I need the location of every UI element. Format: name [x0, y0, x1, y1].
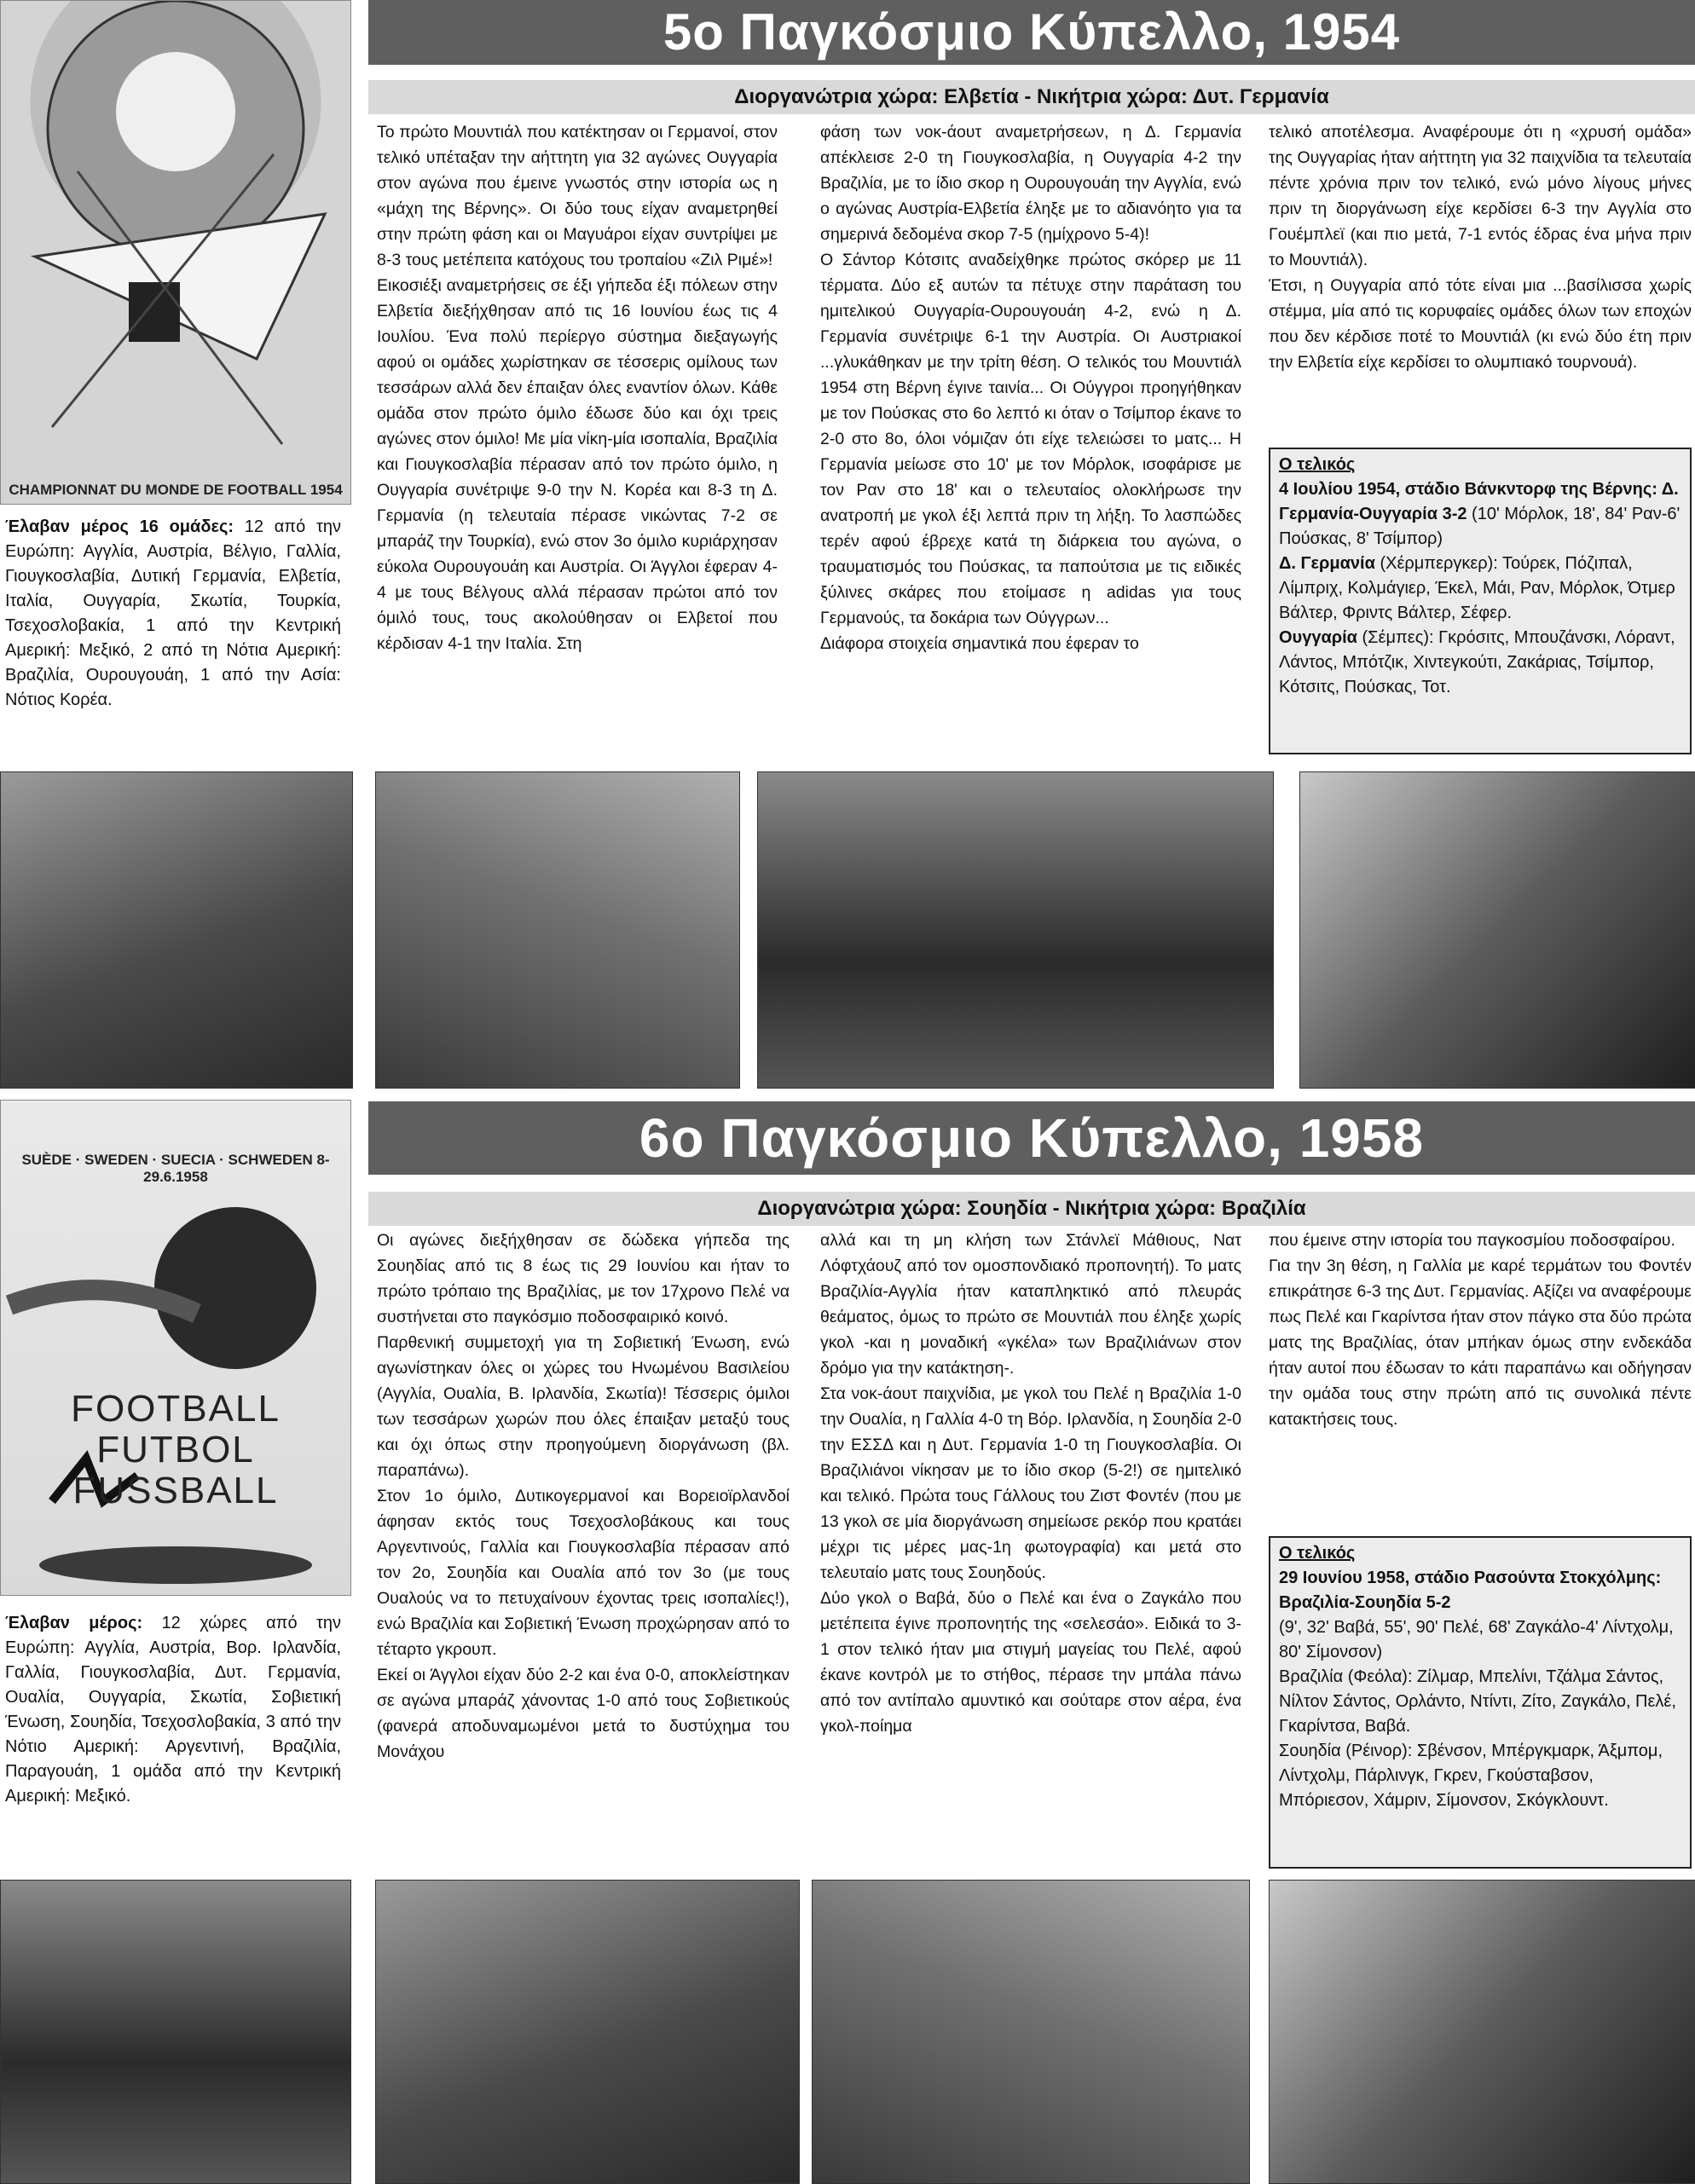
- poster-1958: [0, 1100, 351, 1596]
- page-title-1958: 6ο Παγκόσμιο Κύπελλο, 1958: [368, 1101, 1695, 1175]
- photo-1954-4: [1299, 771, 1695, 1089]
- participants-text: 12 από την Ευρώπη: Αγγλία, Αυστρία, Βέλγιο, Γαλλία, Γιουγκοσλαβία, Δυτική Γερμανία, Ελβετία, Ιταλία, Ουγγαρία, Σκωτία, Τουρκία, Τσεχοσλοβακία, 1 από την Κεντρική Αμερική: Μεξικό, 2 από τη Νότια Αμερική: Βραζιλία, Ουρουγουάη, 1 από την Ασία: Νότιος Κορέα.: [5, 517, 341, 709]
- article-1958-col2: αλλά και τη μη κλήση των Στάνλεϊ Μάθιους, Νατ Λόφτχάουζ από τον ομοσπονδιακό προπονητή). Το ματς Βραζιλία-Αγγλία ήταν καταπληκτικό από πλευράς θεάματος, όμως το πρώτο σε Μουντιάλ που έληξε χωρίς γκολ -και η μοναδική «γκέλα» των Βραζιλιάνων στον δρόμο για την κατάκτηση-. Στα νοκ-άουτ παιχνίδια, με γκολ του Πελέ η Βραζιλία 1-0 την Ουαλία, η Γαλλία 4-0 τη Βόρ. Ιρλανδία, η Σουηδία 2-0 την ΕΣΣΔ και η Δυτ. Γερμανία 1-0 τη Γιουγκοσλαβία. Οι Βραζιλιάνοι νίκησαν με το ίδιο σκορ (5-2!) σε ημιτελικό και τελικό. Πρώτα τους Γάλλους του Ζιστ Φοντέν (που με 13 γκολ σε μία διοργάνωση σημείωσε ρεκόρ που κρατάει μέχρι τις μέρες μας-1η φωτογραφία) και μετά στο τελευταίο ματς τους Σουηδούς. Δύο γκολ ο Βαβά, δύο ο Πελέ και ένα ο Ζαγκάλο που μετέπειτα έγινε προπονητής της «σελεσάο». Ειδικά το 3-1 στον τελικό ήταν μια στιγμή μαγείας του Πελέ, αφού έκανε κοντρόλ με το στήθος, πέρασε την μπάλα πάνω από τον αντίπαλο αμυντικό και σούταρε στον αέρα, ένα γκολ-ποίημα: [820, 1231, 1241, 1736]
- article-1958-col1: Οι αγώνες διεξήχθησαν σε δώδεκα γήπεδα της Σουηδίας από τις 8 έως τις 29 Ιουνίου και ήταν το πρώτο τρόπαιο της Βραζιλίας, με τον 17χρονο Πελέ να συστήνεται στο παγκόσμιο ποδοσφαιρικό κοινό. Παρθενική συμμετοχή για τη Σοβιετική Ένωση, ενώ αγωνίστηκαν όλες οι χώρες του Ηνωμένου Βασιλείου (Αγγλία, Ουαλία, Β. Ιρλανδία, Σκωτία)! Τέσσερις όμιλοι των τεσσάρων χωρών που όλες έπαιξαν μεταξύ τους και όχι όπως στην προηγούμενη διοργάνωση (βλ. παραπάνω). Στον 1ο όμιλο, Δυτικογερμανοί και Βορειοϊρλανδοί άφησαν εκτός τους Τσεχοσλοβάκους και τους Αργεντινούς, Γαλλία και Γιουγκοσλαβία πέρασαν από τον 2ο, Σουηδία και Ουαλία από τον 3ο (με τους Ουαλούς να το πετυχαίνουν έχοντας τρεις ισοπαλίες!), ενώ Βραζιλία και Σοβιετική Ένωση προχώρησαν από το τέταρτο γκρουπ. Εκεί οι Άγγλοι είχαν δύο 2-2 και ένα 0-0, αποκλείστηκαν σε αγώνα μπαράζ χάνοντας 1-0 από τους Σοβιετικούς (φανερά αποδυναμωμένοι μετά το δυστύχημα του Μονάχου: [377, 1231, 790, 1761]
- poster-word-football: FOOTBALL: [71, 1388, 281, 1430]
- poster-caption: CHAMPIONNAT DU MONDE DE FOOTBALL 1954: [9, 482, 343, 498]
- final-team1-name: Δ. Γερμανία: [1279, 554, 1375, 573]
- final-team1: Βραζιλία (Φεόλα): Ζίλμαρ, Μπελίνι, Τζάλμα Σάντος, Νίλτον Σάντος, Ορλάντο, Ντίντι, Ζίτο, Ζαγκάλο, Πελέ, Γκαρίντσα, Βαβά.: [1279, 1667, 1676, 1736]
- photo-1954-3: [757, 771, 1274, 1089]
- participants-lead: Έλαβαν μέρος 16 ομάδες:: [5, 517, 234, 536]
- final-team2-players: (Σέμπες): Γκρόσιτς, Μπουζάνσκι, Λόραντ, Λάντος, Μπότζικ, Χιντεγκούτι, Ζακάριας, Τσίμπορ, Κότσιτς, Πούσκας, Τοτ.: [1279, 628, 1675, 696]
- final-box-1958: [1269, 1536, 1692, 1869]
- photo-1954-2: [375, 771, 740, 1089]
- subtitle-1958: Διοργανώτρια χώρα: Σουηδία - Νικήτρια χώρα: Βραζιλία: [368, 1190, 1695, 1226]
- photo-1958-4: [1269, 1880, 1695, 2184]
- participants-1954: [5, 515, 341, 762]
- final-box-title: Ο τελικός: [1279, 455, 1356, 474]
- subtitle-1954: Διοργανώτρια χώρα: Ελβετία - Νικήτρια χώρα: Δυτ. Γερμανία: [368, 78, 1695, 114]
- poster-top-text: SUÈDE · SWEDEN · SUECIA · SCHWEDEN 8-29.6.1958: [21, 1152, 330, 1185]
- photo-1958-2: [375, 1880, 800, 2184]
- participants-lead: Έλαβαν μέρος:: [5, 1614, 143, 1632]
- final-team1-players: (Χέρμπεργκερ): Τούρεκ, Πόζιπαλ, Λίμπριχ, Κολμάγιερ, Έκελ, Μάι, Ραν, Μόρλοκ, Ότμερ Βάλτερ, Φριντς Βάλτερ, Σέφερ.: [1279, 554, 1675, 622]
- photo-1954-1: [0, 771, 353, 1089]
- final-match: 29 Ιουνίου 1958, στάδιο Ρασούντα Στοκχόλμης: Βραζιλία-Σουηδία 5-2: [1279, 1569, 1662, 1612]
- final-match: 4 Ιουλίου 1954, στάδιο Βάνκντορφ της Βέρνης: Δ. Γερμανία-Ουγγαρία 3-2: [1279, 480, 1679, 523]
- final-team2-name: Ουγγαρία: [1279, 628, 1357, 647]
- article-1958-col3: που έμεινε στην ιστορία του παγκοσμίου ποδοσφαίρου. Για την 3η θέση, η Γαλλία με καρέ τερμάτων του Φοντέν επικράτησε 6-3 της Δυτ. Γερμανίας. Αξίζει να αναφέρουμε πως Πελέ και Γκαρίντσα ήταν στον πάγκο στα δύο πρώτα ματς της Βραζιλίας, όταν μπήκαν όμως στην ενδεκάδα ήταν αυτοί που έδωσαν το κάτι παραπάνω και οδήγησαν την ομάδα τους στην πρώτη από τις συνολικά πέντε κατακτήσεις τους.: [1269, 1231, 1692, 1429]
- article-1954-col1: Το πρώτο Μουντιάλ που κατέκτησαν οι Γερμανοί, στον τελικό υπέταξαν την αήττητη για 32 αγώνες Ουγγαρία στον αγώνα που έμεινε γνωστός στην ιστορία ως η «μάχη της Βέρνης». Οι δύο τους είχαν αναμετρηθεί στην πρώτη φάση και οι Μαγυάροι είχαν συντρίψει με 8-3 τους μετέπειτα κατόχους του τροπαίου «Ζιλ Ριμέ»! Εικοσιέξι αναμετρήσεις σε έξι γήπεδα έξι πόλεων στην Ελβετία διεξήχθησαν από τις 16 Ιουνίου έως τις 4 Ιουλίου. Ένα πολύ περίεργο σύστημα διεξαγωγής αφού οι ομάδες χωρίστηκαν σε τέσσερις ομίλους των τεσσάρων αλλά δεν έπαιξαν όλες εναντίον όλων. Κάθε ομάδα στον πρώτο όμιλο έδωσε δύο και όχι τρεις αγώνες στον όμιλο! Με μία νίκη-μία ισοπαλία, Βραζιλία και Γιουγκοσλαβία πέρασαν από τον πρώτο όμιλο, η Ουγγαρία συνέτριψε 9-0 την Ν. Κορέα και 8-3 τη Δ. Γερμανία (η τελευταία πέρασε νικώντας 7-2 σε μπαράζ την Τουρκία), ενώ στον 3ο όμιλο κυριάρχησαν εύκολα Ουρουγουάη και Αυστρία. Οι Άγγλοι έφεραν 4-4 με τους Βέλγους αλλά πέρασαν πρώτοι από τον όμιλό τους, τους ακολούθησαν οι Ελβετοί που κέρδισαν 4-1 την Ιταλία. Στη: [377, 123, 778, 653]
- final-box-1954: [1269, 448, 1692, 754]
- final-scorers: (10' Μόρλοκ, 18', 84' Ραν-6' Πούσκας, 8' Τσίμπορ): [1279, 505, 1681, 548]
- poster-globe-icon: [1, 1101, 350, 1595]
- poster-ball-icon: [1, 1, 350, 504]
- article-1954-col2: φάση των νοκ-άουτ αναμετρήσεων, η Δ. Γερμανία απέκλεισε 2-0 τη Γιουγκοσλαβία, η Ουγγαρία 4-2 την Βραζιλία, με το ίδιο σκορ η Ουρουγουάη την Αγγλία, ενώ ο αγώνας Αυστρία-Ελβετία έληξε με το αδιανόητο για τα σημερινά δεδομένα σκορ 7-5 (ημίχρονο 5-4)! Ο Σάντορ Κότσιτς αναδείχθηκε πρώτος σκόρερ με 11 τέρματα. Δύο εξ αυτών τα πέτυχε στην παράταση του ημιτελικού Ουγγαρία-Ουρουγουάη 4-2, ενώ η Δ. Γερμανία συνέτριψε 6-1 την Αυστρία. Οι Αυστριακοί ...γλυκάθηκαν με την τρίτη θέση. Ο τελικός του Μουντιάλ 1954 στη Βέρνη έγινε ταινία... Οι Ούγγροι προηγήθηκαν με τον Πούσκας στο 6ο λεπτό κι όταν ο Τσίμπορ έκανε το 2-0 στο 8ο, όλοι νόμιζαν ότι είχε τελειώσει το ματς... Η Γερμανία μείωσε στο 10' με τον Μόρλοκ, ισοφάρισε με τον Ραν στο 18' και ο τελευταίος ολοκλήρωσε την ανατροπή με γκολ έξι λεπτά πριν τη λήξη. Το λασπώδες τερέν αφού έβρεχε κατά τη διάρκεια του αγώνα, ο τραυματισμός του Πούσκας, τα παπούτσια με τις ειδικές ξύλινες σκάρες που ετοίμασε η adidas για τους Γερμανούς, τα δοκάρια των Ούγγρων... Διάφορα στοιχεία σημαντικά που έφεραν το: [820, 123, 1241, 653]
- poster-word-futbol: FUTBOL: [96, 1429, 255, 1470]
- final-team2: Σουηδία (Ρέινορ): Σβένσον, Μπέργκμαρκ, Άξμπομ, Λίντχολμ, Πάρλινγκ, Γκρεν, Γκούσταβσον, Μπόριεσον, Χάμριν, Σίμονσον, Σκόγκλουντ.: [1279, 1742, 1663, 1810]
- poster-word-fussball: FUSSBALL: [72, 1470, 279, 1511]
- page-title-1954: 5ο Παγκόσμιο Κύπελλο, 1954: [368, 0, 1695, 65]
- final-box-title: Ο τελικός: [1279, 1544, 1356, 1563]
- participants-text: 12 χώρες από την Ευρώπη: Αγγλία, Αυστρία, Βορ. Ιρλανδία, Γαλλία, Γιουγκοσλαβία, Δυτ. Γερμανία, Ουαλία, Ουγγαρία, Σκωτία, Σοβιετική Ένωση, Σουηδία, Τσεχοσλοβακία, 3 από την Νότιο Αμερική: Αργεντινή, Βραζιλία, Παραγουάη, 1 ομάδα από την Κεντρική Αμερική: Μεξικό.: [5, 1614, 341, 1806]
- photo-1958-1: [0, 1880, 351, 2184]
- final-scorers: (9', 32' Βαβά, 55', 90' Πελέ, 68' Ζαγκάλο-4' Λίντχολμ, 80' Σίμονσον): [1279, 1618, 1674, 1661]
- article-1954-col3: τελικό αποτέλεσμα. Αναφέρουμε ότι η «χρυσή ομάδα» της Ουγγαρίας ήταν αήττητη για 32 παιχνίδια τα τελευταία πέντε χρόνια πριν τον τελικό, ενώ μόνο λίγους μήνες πριν τη διοργάνωση είχε κερδίσει 6-3 την Αγγλία στο Γουέμπλεϊ (και πιο μετά, 7-1 εντός έδρας ένα μήνα πριν το Μουντιάλ). Έτσι, η Ουγγαρία από τότε είναι μια ...βασίλισσα χωρίς στέμμα, μία από τις κορυφαίες ομάδες όλων των εποχών που δεν κέρδισε ποτέ το Μουντιάλ (κι ενώ δύο έτη πριν την Ελβετία είχε κερδίσει το ολυμπιακό τουρνουά).: [1269, 123, 1692, 372]
- participants-1958: [5, 1611, 341, 1867]
- poster-1954: [0, 0, 351, 505]
- photo-1958-3: [812, 1880, 1250, 2184]
